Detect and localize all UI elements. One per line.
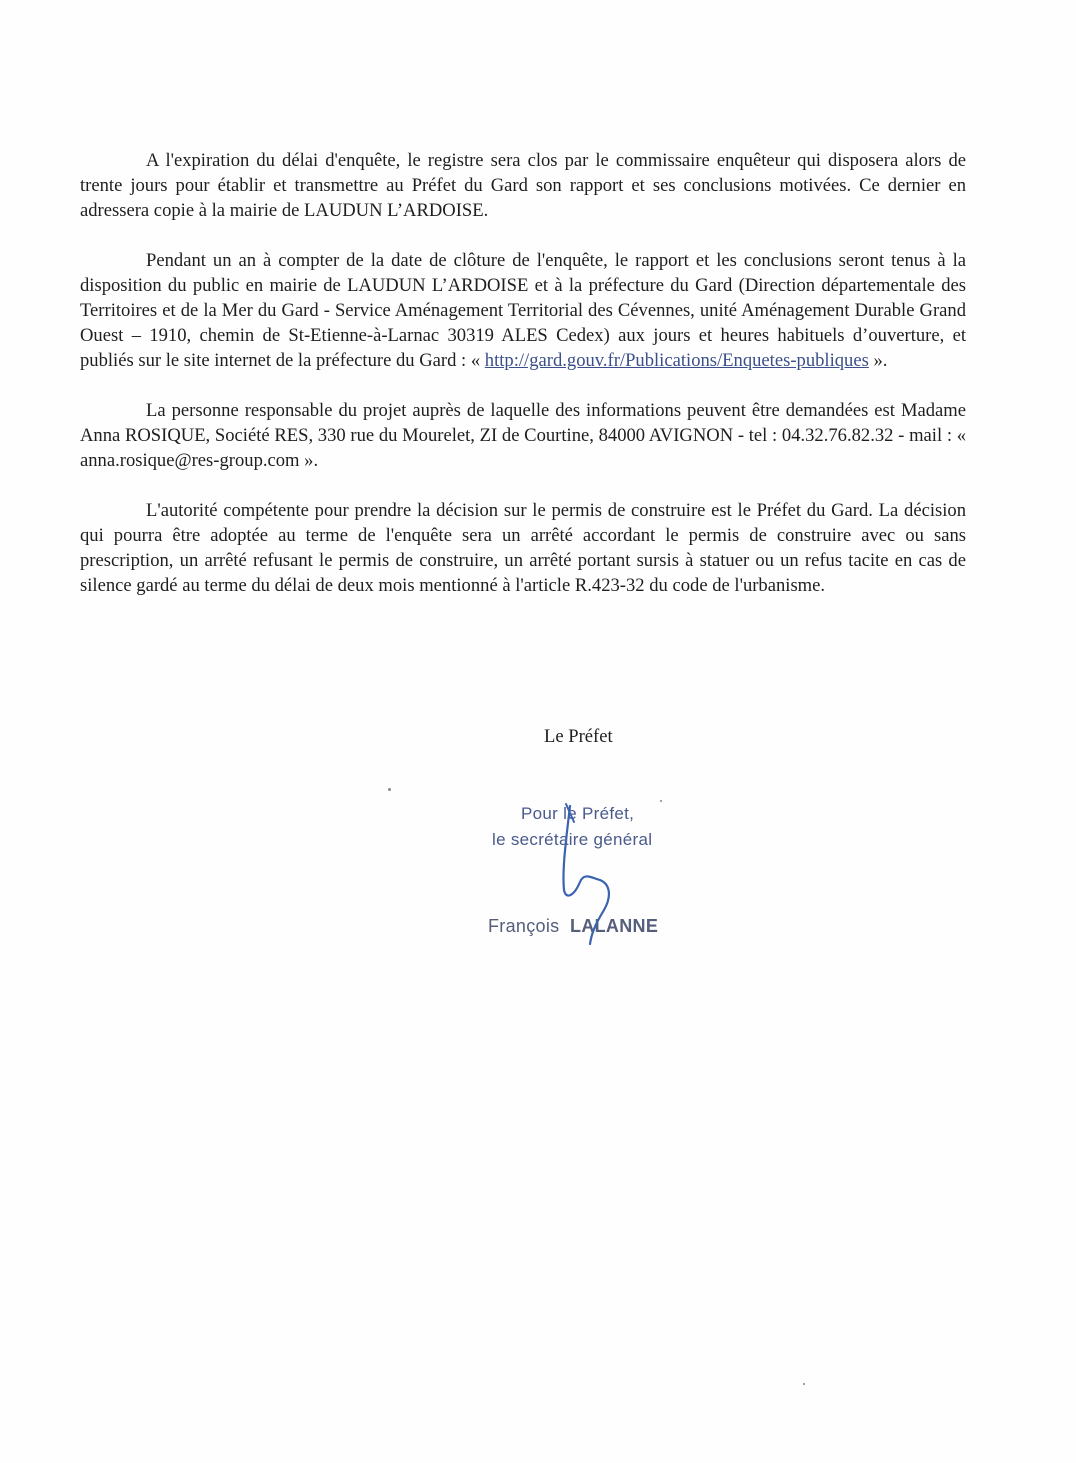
letter-body bbox=[80, 148, 966, 623]
paragraph-report-deadline: A l'expiration du délai d'enquête, le registre sera clos par le commissaire enquêteur qui disposera alors de trente jours pour établir et transmettre au Préfet du Gard son rapport et ses conclusions motivées. Ce dernier en adressera copie à la mairie de LAUDUN L’ARDOISE. bbox=[80, 150, 966, 221]
paragraph-project-contact: La personne responsable du projet auprès de laquelle des informations peuvent être demandées est Madame Anna ROSIQUE, Société RES, 330 rue du Mourelet, ZI de Courtine, 84000 AVIGNON - tel : 04.32.76.82.32 - mail : « anna.rosique@res-group.com ». bbox=[80, 400, 966, 471]
scan-speck bbox=[803, 1383, 805, 1385]
paragraph-competent-authority: L'autorité compétente pour prendre la décision sur le permis de construire est le Préfet du Gard. La décision qui pourra être adoptée au terme de l'enquête sera un arrêté accordant le permis de construire avec ou sans prescription, un arrêté refusant le permis de construire, un arrêté portant sursis à statuer ou un refus tacite en cas de silence gardé au terme du délai de deux mois mentionné à l'article R.423-32 du code de l'urbanisme. bbox=[80, 500, 966, 596]
stamp-line-for-prefect: Pour le Préfet, bbox=[521, 804, 635, 823]
prefecture-publications-link[interactable]: http://gard.gouv.fr/Publications/Enquetes-publiques bbox=[484, 350, 869, 371]
stamp-signatory-last-name: LALANNE bbox=[570, 916, 659, 936]
scan-speck bbox=[388, 788, 391, 791]
closing-title: Le Préfet bbox=[544, 726, 613, 747]
paragraph-report-availability-end: ». bbox=[868, 350, 888, 371]
handwritten-signature bbox=[540, 800, 630, 950]
paragraph-report-availability-text: Pendant un an à compter de la date de clôture de l'enquête, le rapport et les conclusions seront tenus à la disposition du public en mairie de LAUDUN L’ARDOISE et à la préfecture du Gard (Direction départementale des Territoires et de la Mer du Gard - Service Aménagement Territorial des Cévennes, unité Aménagement Durable Grand Ouest – 1910, chemin de St-Etienne-à-Larnac 30319 ALES Cedex) aux jours et heures habituels d’ouverture, et publiés sur le site internet de la préfecture du Gard : « bbox=[80, 250, 966, 371]
stamp-line-secretary-general: le secrétaire général bbox=[492, 830, 653, 849]
paragraph-report-availability bbox=[80, 248, 966, 373]
scan-speck bbox=[660, 800, 662, 802]
stamp-signatory-first-name: François bbox=[488, 916, 560, 936]
